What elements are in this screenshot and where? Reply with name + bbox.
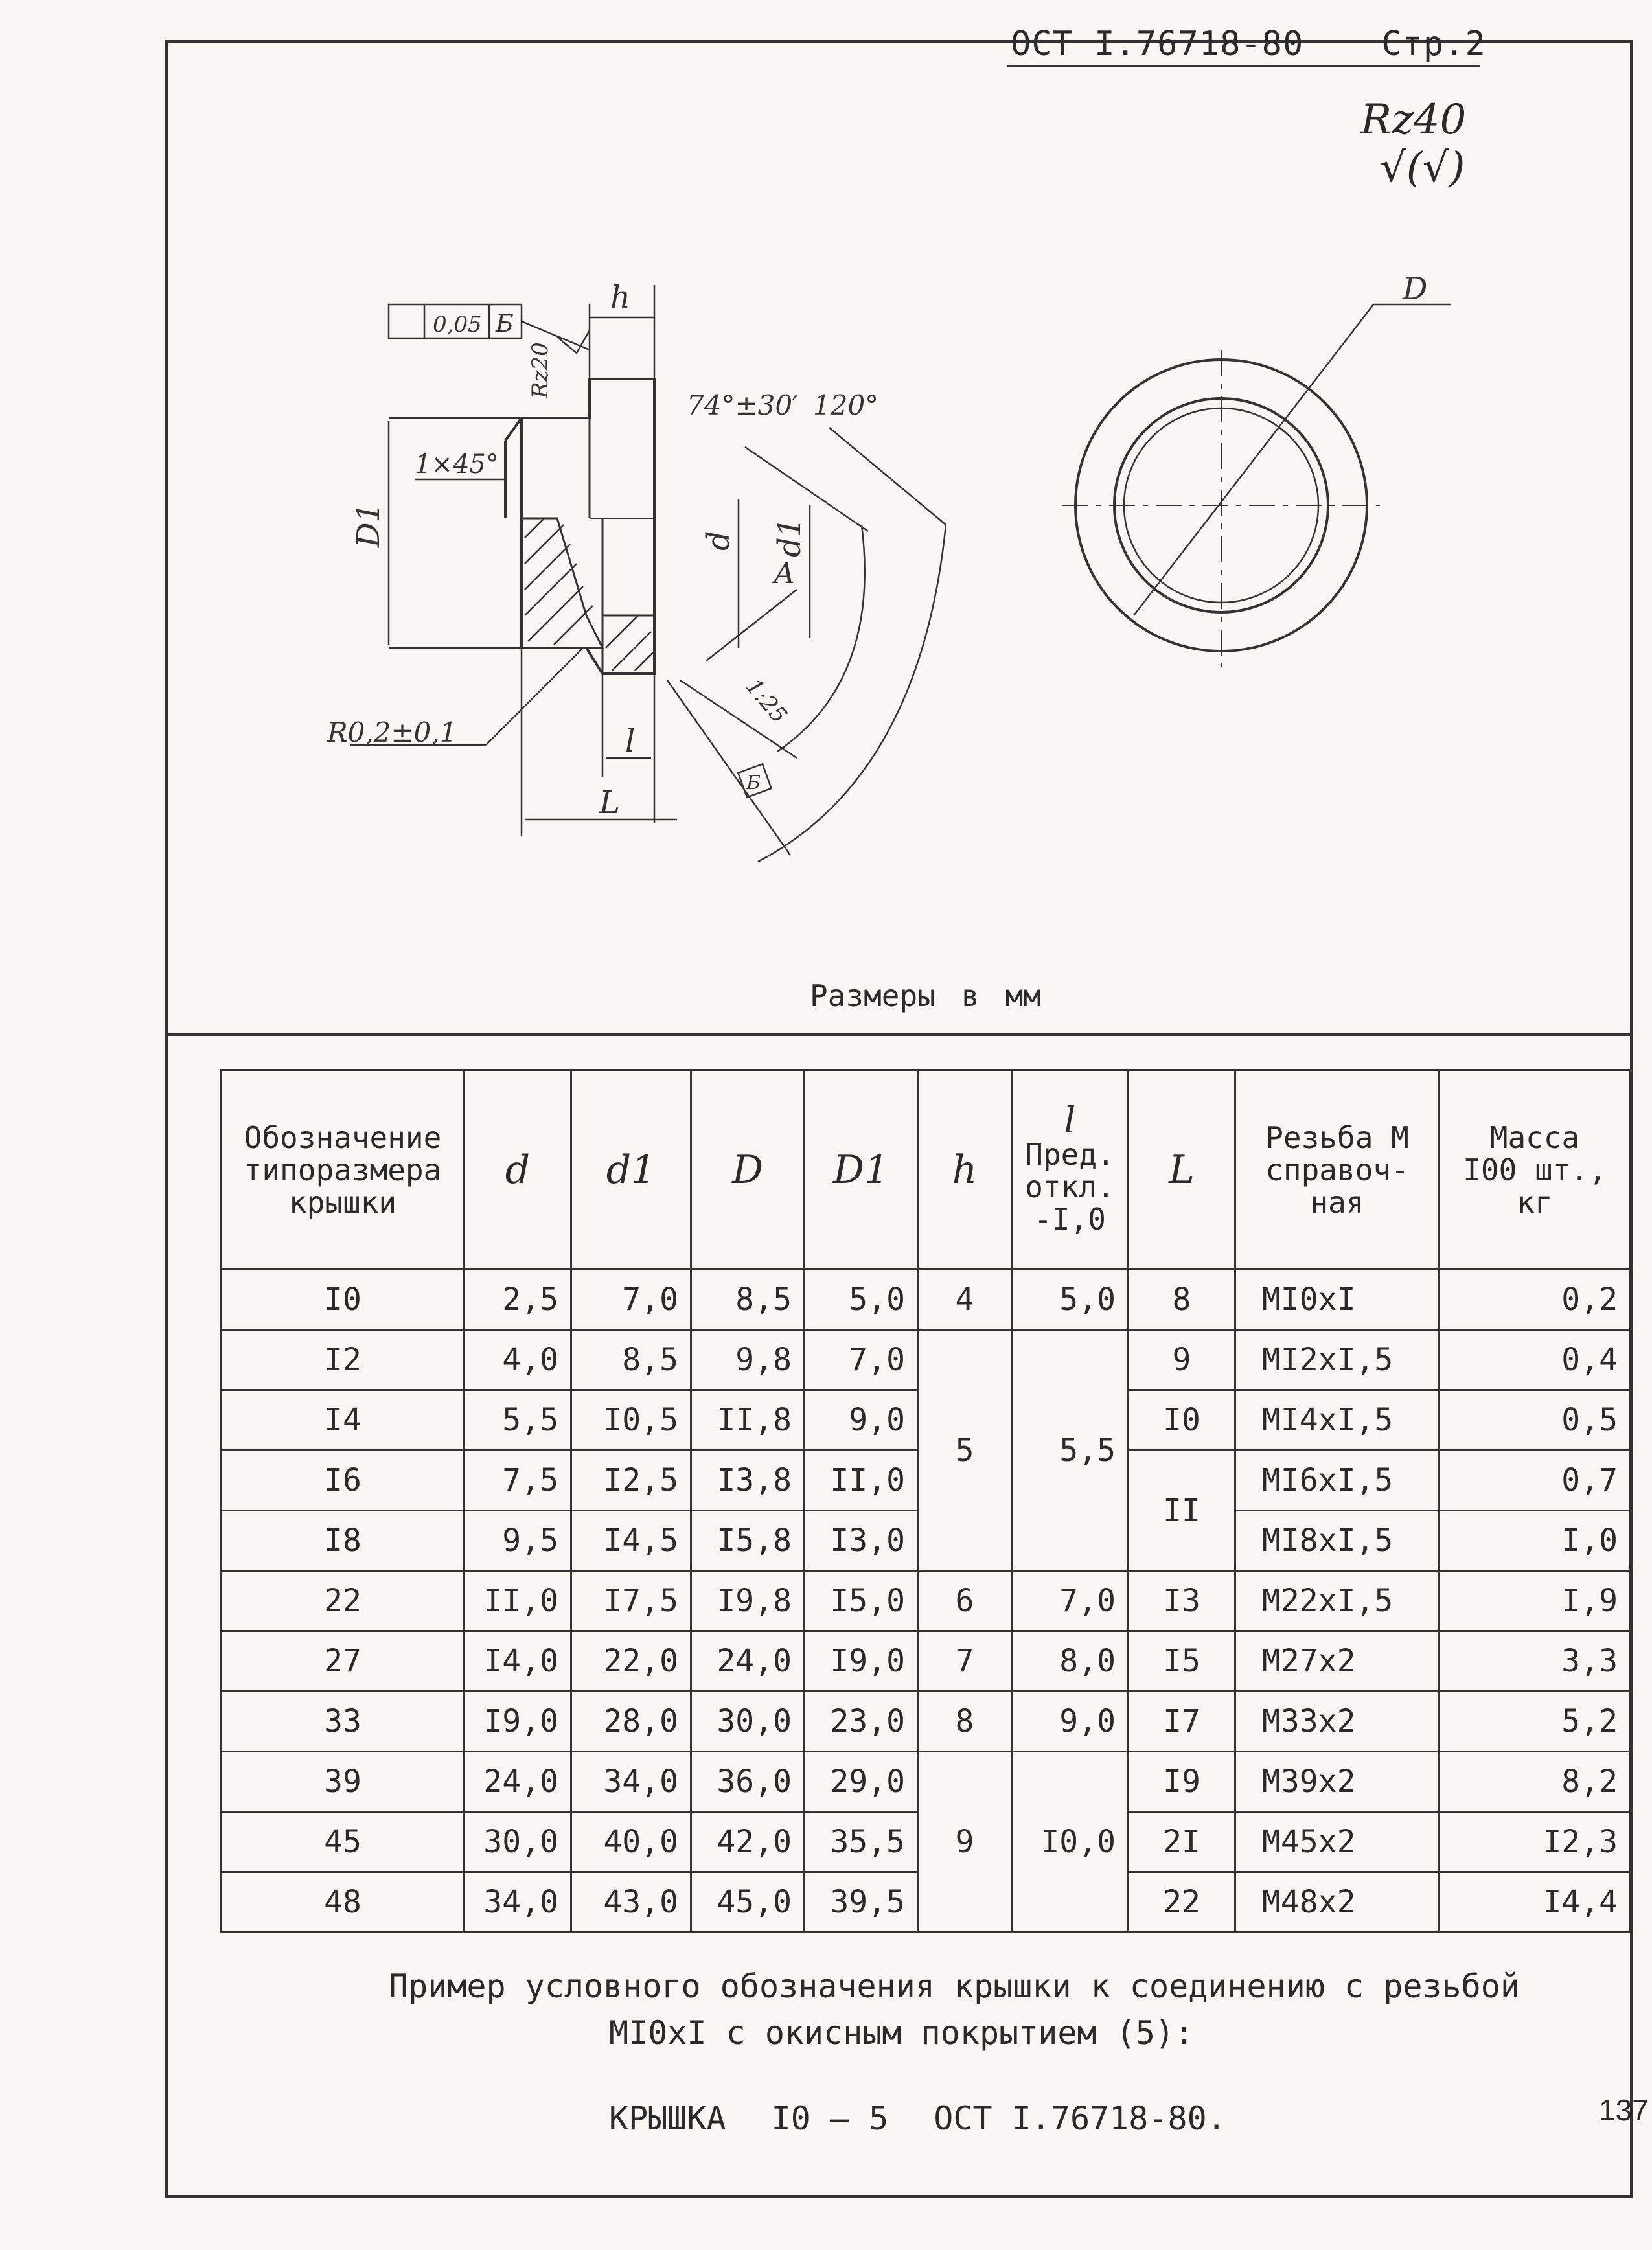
table-row: 48 34,0 43,0 45,0 39,5 22 М48x2 I4,4	[222, 1872, 1631, 1933]
table-row: 39 24,0 34,0 36,0 29,0 9 I0,0 I9 М39x2 8,2	[222, 1752, 1631, 1812]
l-cell: 5,5	[1012, 1330, 1129, 1571]
L-cell: 22	[1129, 1872, 1235, 1933]
table-row: I4 5,5 I0,5 II,8 9,0 I0 МI4xI,5 0,5	[222, 1390, 1631, 1451]
L-cell: 8	[1129, 1270, 1235, 1330]
h-cell: 8	[918, 1692, 1012, 1752]
L-label: L	[599, 785, 620, 821]
h-cell: 6	[918, 1571, 1012, 1631]
d1-label: d1	[772, 517, 808, 557]
angle-120-label: 120°	[813, 389, 879, 421]
header-d1: d1	[571, 1070, 691, 1270]
h-cell: 9	[918, 1752, 1012, 1933]
A-leader	[706, 590, 797, 661]
table-row: I0 2,5 7,0 8,5 5,0 4 5,0 8 МI0xI 0,2	[222, 1270, 1631, 1330]
runout-datum-label: Б	[496, 309, 514, 338]
units-word-2: в	[961, 978, 980, 1013]
L-cell: I7	[1129, 1692, 1235, 1752]
header-thread: Резьба М справоч- ная	[1235, 1070, 1440, 1270]
example-line-3: КРЫШКА I0 – 5 ОСТ I.76718-80.	[609, 2100, 1226, 2137]
L-cell: 2I	[1129, 1812, 1235, 1872]
rz20-label: Rz20	[527, 342, 553, 398]
l-cell: 9,0	[1012, 1692, 1129, 1752]
table-row: 45 30,0 40,0 42,0 35,5 2I М45x2 I2,3	[222, 1812, 1631, 1872]
runout-value-label: 0,05	[433, 312, 482, 338]
datum-box-label: Б	[746, 772, 761, 794]
chamfer-line	[505, 418, 522, 441]
l-cell: 7,0	[1012, 1571, 1129, 1631]
designation-example	[389, 1963, 1520, 2142]
header-l: l Пред. откл. -I,0	[1012, 1070, 1129, 1270]
part-outline	[522, 379, 654, 674]
example-line-1: Пример условного обозначения крышки к соединению с резьбой	[389, 1968, 1520, 2005]
L-cell: I3	[1129, 1571, 1235, 1631]
page-number: 137	[1599, 2093, 1649, 2127]
rz-value: Rz40	[1360, 96, 1467, 144]
drawing-table-divider	[165, 1033, 1633, 1036]
L-cell: I5	[1129, 1631, 1235, 1692]
standard-number: ОСТ I.76718-80	[1011, 25, 1304, 63]
D-label: D	[1403, 271, 1428, 307]
dimensions-table	[220, 1069, 1631, 1933]
chamfer-label: 1×45°	[415, 450, 499, 479]
A-label: A	[774, 557, 795, 590]
units-word-1: Размеры	[810, 978, 935, 1013]
L-cell: I9	[1129, 1752, 1235, 1812]
header-L: L	[1129, 1070, 1235, 1270]
end-view	[1062, 304, 1451, 667]
h-label: h	[610, 279, 630, 316]
header-D1: D1	[805, 1070, 918, 1270]
section-hatch-region	[522, 518, 602, 648]
l-cell: I0,0	[1012, 1752, 1129, 1933]
D-leader	[1134, 304, 1373, 615]
radius-leader	[486, 648, 583, 745]
header-h: h	[918, 1070, 1012, 1270]
header-designation: Обозначение типоразмера крышки	[222, 1070, 465, 1270]
table-row: 22 II,0 I7,5 I9,8 I5,0 6 7,0 I3 М22xI,5 I,9	[222, 1571, 1631, 1631]
L-cell: I0	[1129, 1390, 1235, 1451]
angle-74-label: 74°±30′	[687, 389, 799, 421]
L-cell: II	[1129, 1451, 1235, 1571]
roughness-symbol: √(√)	[1380, 144, 1465, 192]
D1-label: D1	[350, 502, 387, 547]
l-cell: 8,0	[1012, 1631, 1129, 1692]
taper-ratio-label: 1:25	[740, 674, 792, 729]
table-row: I6 7,5 I2,5 I3,8 II,0 II МI6xI,5 0,7	[222, 1451, 1631, 1511]
table-row: 33 I9,0 28,0 30,0 23,0 8 9,0 I7 М33x2 5,2	[222, 1692, 1631, 1752]
h-cell: 7	[918, 1631, 1012, 1692]
rz20-symbol	[557, 330, 590, 353]
header-D: D	[691, 1070, 805, 1270]
d-label: d	[700, 531, 737, 551]
L-cell: 9	[1129, 1330, 1235, 1390]
header-d: d	[465, 1070, 571, 1270]
header-mass: Масса I00 шт., кг	[1440, 1070, 1631, 1270]
l-cell: 5,0	[1012, 1270, 1129, 1330]
h-cell: 4	[918, 1270, 1012, 1330]
table-row: I8 9,5 I4,5 I5,8 I3,0 МI8xI,5 I,0	[222, 1511, 1631, 1571]
radius-label: R0,2±0,1	[327, 717, 457, 748]
units-label	[810, 978, 1067, 1013]
page-indicator: Стр.2	[1381, 25, 1486, 63]
table-row: I2 4,0 8,5 9,8 7,0 5 5,5 9 МI2xI,5 0,4	[222, 1330, 1631, 1390]
l-label: l	[625, 723, 636, 759]
table-row: 27 I4,0 22,0 24,0 I9,0 7 8,0 I5 М27x2 3,3	[222, 1631, 1631, 1692]
table-header-row	[222, 1070, 1631, 1270]
h-cell: 5	[918, 1330, 1012, 1571]
units-word-3: мм	[1005, 978, 1041, 1013]
example-line-2: МI0xI с окисным покрытием (5):	[609, 2014, 1195, 2052]
technical-drawing	[0, 0, 1652, 972]
